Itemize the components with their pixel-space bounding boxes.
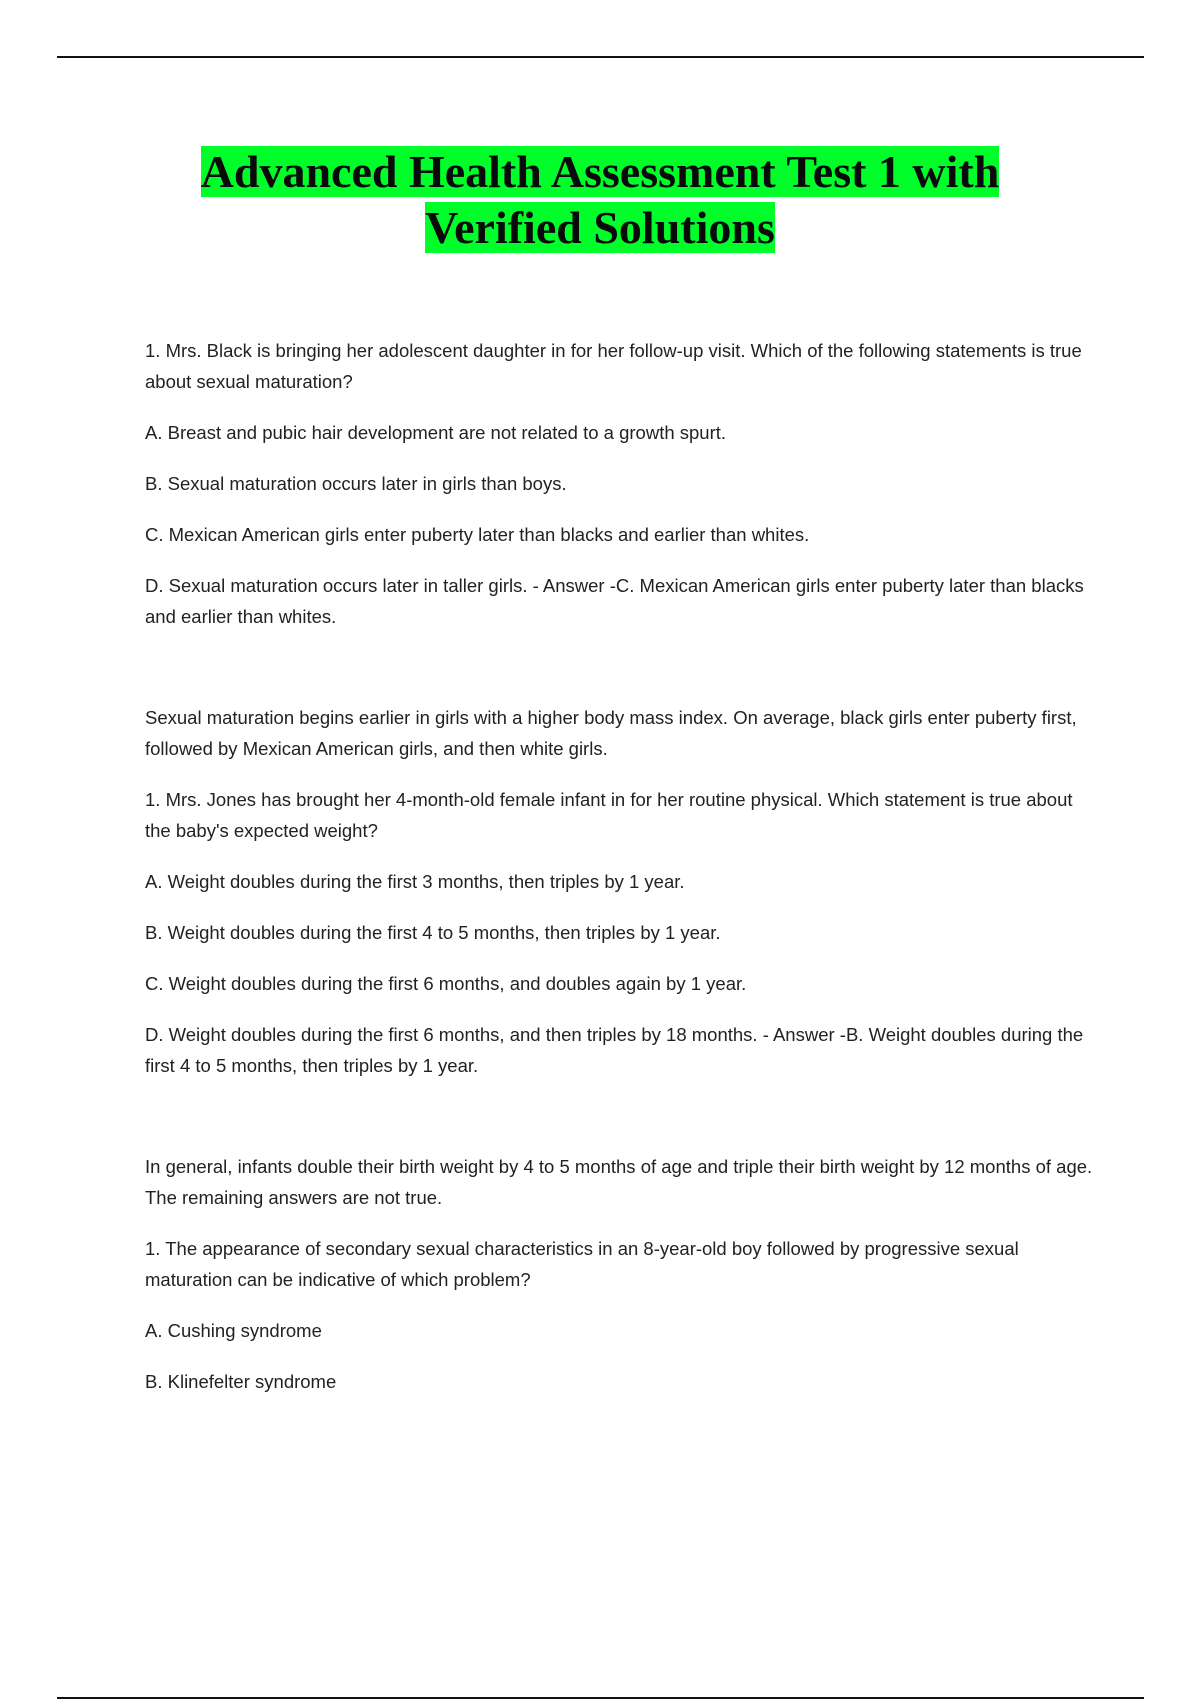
- answer-option: D. Weight doubles during the first 6 months, and then triples by 18 months. - Answer -B. Weight doubles during the first 4 to 5 months, then triples by 1 year.: [145, 1024, 1084, 1076]
- answer-option: D. Sexual maturation occurs later in taller girls. - Answer -C. Mexican American girls enter puberty later than blacks and earlier than whites.: [145, 575, 1084, 627]
- question-text: 1. Mrs. Black is bringing her adolescent daughter in for her follow-up visit. Which of the following statements is true about sexual maturation?: [145, 340, 1082, 392]
- page-top-rule: [57, 56, 1144, 58]
- title-line-2: Verified Solutions: [425, 202, 775, 253]
- answer-option: B. Weight doubles during the first 4 to 5 months, then triples by 1 year.: [145, 922, 721, 943]
- spacer: [145, 652, 1095, 702]
- document-body: [145, 335, 1095, 1417]
- answer-option: B. Klinefelter syndrome: [145, 1371, 337, 1392]
- document-title: [0, 144, 1200, 256]
- title-line-1: Advanced Health Assessment Test 1 with: [200, 146, 1000, 197]
- page-bottom-rule: [57, 1697, 1144, 1699]
- rationale-text: Sexual maturation begins earlier in girls with a higher body mass index. On average, black girls enter puberty first, followed by Mexican American girls, and then white girls.: [145, 707, 1077, 759]
- answer-option: A. Breast and pubic hair development are not related to a growth spurt.: [145, 422, 727, 443]
- rationale-text: In general, infants double their birth weight by 4 to 5 months of age and triple their birth weight by 12 months of age. The remaining answers are not true.: [145, 1156, 1093, 1208]
- question-text: 1. The appearance of secondary sexual characteristics in an 8-year-old boy followed by progressive sexual maturation can be indicative of which problem?: [145, 1238, 1019, 1290]
- answer-option: A. Weight doubles during the first 3 months, then triples by 1 year.: [145, 871, 685, 892]
- spacer: [145, 1101, 1095, 1151]
- question-text: 1. Mrs. Jones has brought her 4-month-old female infant in for her routine physical. Which statement is true about the baby's expected weight?: [145, 789, 1073, 841]
- answer-option: C. Mexican American girls enter puberty later than blacks and earlier than whites.: [145, 524, 810, 545]
- answer-option: A. Cushing syndrome: [145, 1320, 322, 1341]
- answer-option: C. Weight doubles during the first 6 months, and doubles again by 1 year.: [145, 973, 747, 994]
- answer-option: B. Sexual maturation occurs later in girls than boys.: [145, 473, 567, 494]
